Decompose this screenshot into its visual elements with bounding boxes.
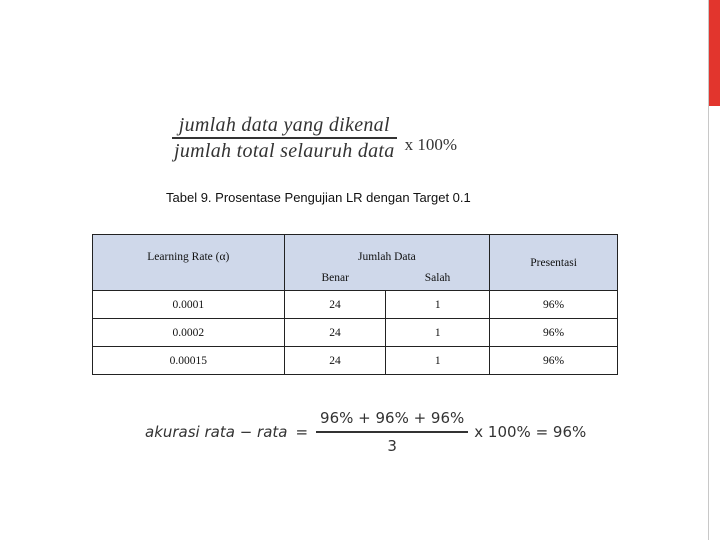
cell-learning-rate: 0.00015 (93, 347, 285, 375)
table-row (93, 291, 618, 319)
cell-presentasi: 96% (490, 347, 618, 375)
formula-denominator: 3 (387, 436, 397, 455)
header-presentasi: Presentasi (490, 235, 618, 291)
header-salah: Salah (386, 267, 490, 291)
table-row (93, 319, 618, 347)
formula-rhs: x 100% = 96% (474, 422, 587, 441)
cell-learning-rate: 0.0001 (93, 291, 285, 319)
table-row (93, 347, 618, 375)
formula-multiplier: x 100% (404, 135, 458, 154)
formula-lhs: akurasi rata − rata (145, 422, 288, 441)
cell-benar: 24 (284, 291, 386, 319)
formula-fraction (316, 408, 468, 456)
cell-benar: 24 (284, 319, 386, 347)
formula-fraction (172, 113, 397, 163)
side-divider (708, 0, 709, 540)
cell-salah: 1 (386, 291, 490, 319)
header-benar: Benar (284, 267, 386, 291)
percentage-formula (172, 110, 457, 166)
formula-equals: = (295, 422, 309, 441)
cell-salah: 1 (386, 347, 490, 375)
cell-presentasi: 96% (490, 319, 618, 347)
cell-salah: 1 (386, 319, 490, 347)
average-accuracy-formula (145, 408, 586, 456)
formula-numerator: jumlah data yang dikenal (178, 114, 390, 137)
slide-side-stripe (708, 0, 720, 540)
cell-presentasi: 96% (490, 291, 618, 319)
formula-numerator: 96% + 96% + 96% (320, 409, 465, 427)
formula-denominator: jumlah total selauruh data (174, 139, 395, 162)
cell-learning-rate: 0.0002 (93, 319, 285, 347)
results-table (92, 234, 618, 375)
table-header-row (93, 235, 618, 267)
header-jumlah-data: Jumlah Data (284, 235, 490, 267)
header-learning-rate: Learning Rate (α) (93, 235, 285, 291)
fraction-bar (316, 431, 468, 433)
accent-bar (708, 0, 720, 106)
table-caption: Tabel 9. Prosentase Pengujian LR dengan Target 0.1 (166, 190, 471, 205)
cell-benar: 24 (284, 347, 386, 375)
